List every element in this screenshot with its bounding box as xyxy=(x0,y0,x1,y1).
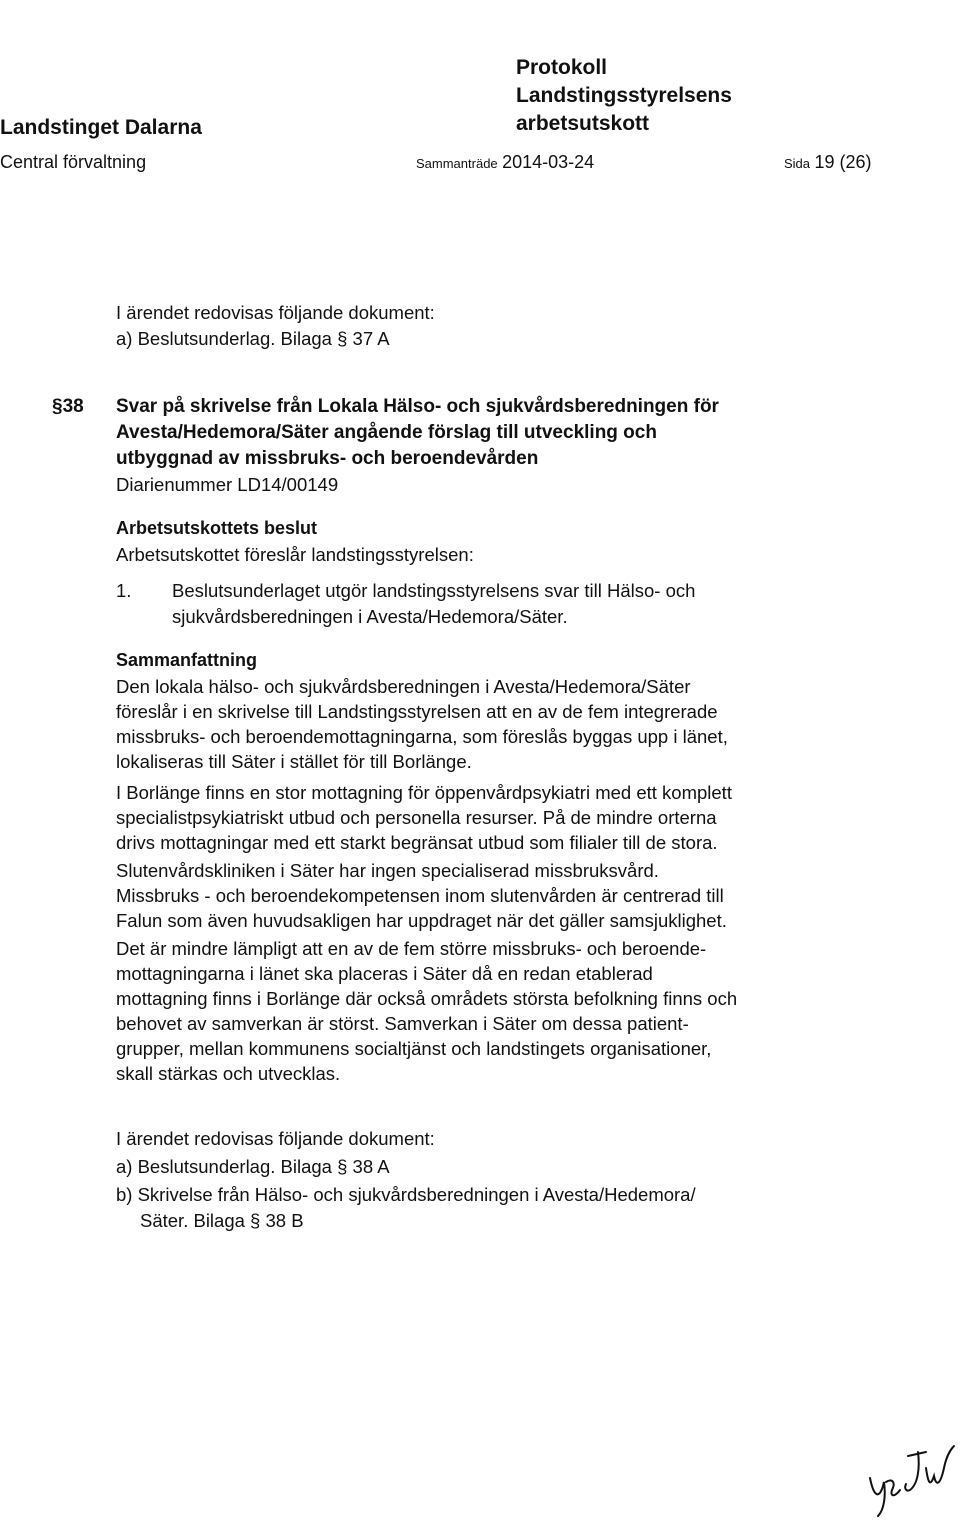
doc-a: a) Beslutsunderlag. Bilaga § 38 A xyxy=(116,1156,390,1177)
doc-b-line-2: Säter. Bilaga § 38 B xyxy=(140,1210,304,1231)
summary-paragraph-3 xyxy=(116,858,876,933)
text-line: föreslår i en skrivelse till Landstingsstyrelsen att en av de fem integrerade xyxy=(116,701,718,722)
protocol-body: Landstingsstyrelsens xyxy=(516,84,732,107)
section-title-line-3: utbyggnad av missbruks- och beroendevården xyxy=(116,448,539,469)
summary-heading: Sammanfattning xyxy=(116,650,258,670)
section-title-line-2: Avesta/Hedemora/Säter angående förslag till utveckling och xyxy=(116,422,657,443)
protocol-subbody: arbetsutskott xyxy=(516,112,650,135)
text-line: Missbruks - och beroendekompetensen inom slutenvården är centrerad till xyxy=(116,885,724,906)
protocol-title: Protokoll xyxy=(516,56,608,79)
decision-intro: Arbetsutskottet föreslår landstingsstyrelsen: xyxy=(116,544,474,565)
text-line: lokaliseras till Säter i stället för till Borlänge. xyxy=(116,751,472,772)
summary-paragraph-2 xyxy=(116,780,876,855)
section-number: §38 xyxy=(52,396,84,417)
handwritten-initials-signature xyxy=(864,1438,956,1518)
text-line: grupper, mellan kommunens socialtjänst och landstingets organisationer, xyxy=(116,1038,712,1059)
text-line: mottagning finns i Borlänge där också områdets största befolkning finns och xyxy=(116,988,738,1009)
prev-doc-a: a) Beslutsunderlag. Bilaga § 37 A xyxy=(116,328,390,349)
text-line: Slutenvårdskliniken i Säter har ingen specialiserad missbruksvård. xyxy=(116,860,659,881)
page-info xyxy=(784,152,872,173)
meeting-label: Sammanträde xyxy=(416,156,498,171)
section-title-line-1: Svar på skrivelse från Lokala Hälso- och sjukvårdsberedningen för xyxy=(116,396,719,417)
doc-b-line-1: b) Skrivelse från Hälso- och sjukvårdsberedningen i Avesta/Hedemora/ xyxy=(116,1184,696,1205)
text-line: drivs mottagningar med ett starkt begränsat utbud som filialer till de stora. xyxy=(116,832,718,853)
diary-number: Diarienummer LD14/00149 xyxy=(116,474,339,495)
text-line: behovet av samverkan är störst. Samverkan i Säter om dessa patient- xyxy=(116,1013,689,1034)
decision-number: 1. xyxy=(116,580,132,601)
prev-docs-intro: I ärendet redovisas följande dokument: xyxy=(116,302,435,323)
text-line: Den lokala hälso- och sjukvårdsberedningen i Avesta/Hedemora/Säter xyxy=(116,676,691,697)
decision-line-1: Beslutsunderlaget utgör landstingsstyrelsens svar till Hälso- och xyxy=(172,580,696,601)
docs-intro: I ärendet redovisas följande dokument: xyxy=(116,1128,435,1149)
text-line: specialistpsykiatriskt utbud och personella resurser. På de mindre orterna xyxy=(116,807,717,828)
decision-heading: Arbetsutskottets beslut xyxy=(116,518,318,538)
text-line: mottagningarna i länet ska placeras i Säter då en redan etablerad xyxy=(116,963,653,984)
page-label: Sida xyxy=(784,156,811,171)
org-name: Landstinget Dalarna xyxy=(0,116,202,139)
text-line: Falun som även huvudsakligen har uppdraget när det gäller samsjuklighet. xyxy=(116,910,727,931)
summary-paragraph-1 xyxy=(116,674,876,774)
meeting-info xyxy=(416,152,594,173)
summary-paragraph-4 xyxy=(116,936,876,1086)
text-line: missbruks- och beroendemottagningarna, som föreslås byggas upp i länet, xyxy=(116,726,728,747)
meeting-date: 2014-03-24 xyxy=(502,152,595,172)
text-line: skall stärkas och utvecklas. xyxy=(116,1063,341,1084)
department: Central förvaltning xyxy=(0,152,147,172)
decision-line-2: sjukvårdsberedningen i Avesta/Hedemora/Säter. xyxy=(172,606,568,627)
text-line: Det är mindre lämpligt att en av de fem större missbruks- och beroende- xyxy=(116,938,707,959)
text-line: I Borlänge finns en stor mottagning för öppenvårdpsykiatri med ett komplett xyxy=(116,782,732,803)
page-number: 19 (26) xyxy=(814,152,872,172)
